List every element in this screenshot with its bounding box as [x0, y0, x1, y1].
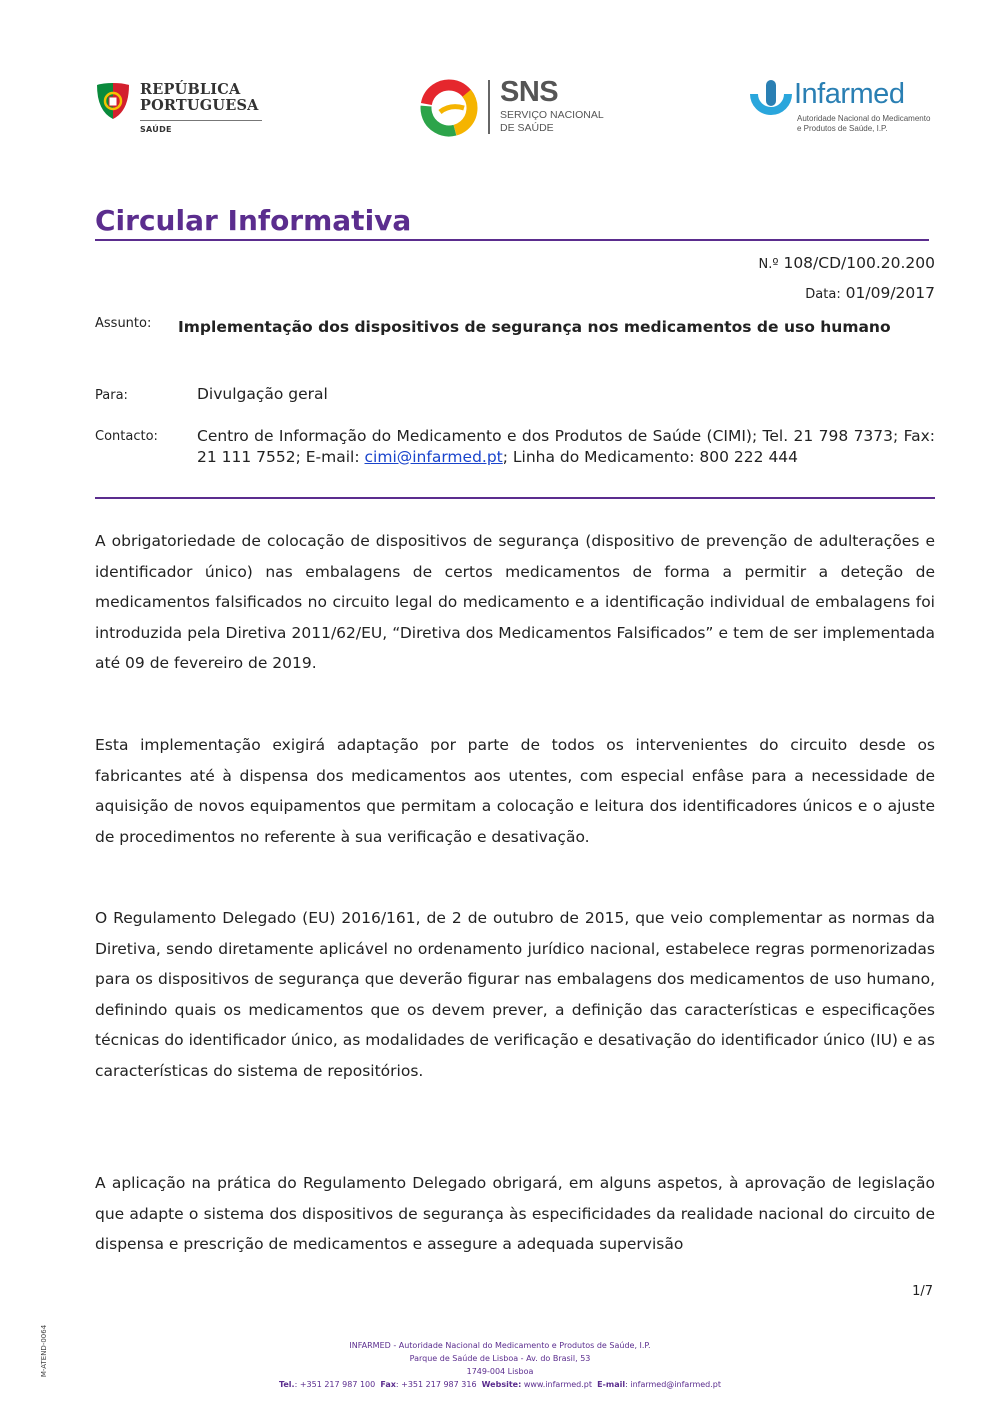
- contact-email-link[interactable]: cimi@infarmed.pt: [364, 447, 503, 466]
- sns-acronym: SNS: [500, 76, 559, 108]
- to-label: Para:: [95, 388, 128, 403]
- footer-web-label: Website:: [481, 1380, 522, 1389]
- contact-text-part2: ; Linha do Medicamento: 800 222 444: [502, 447, 799, 466]
- logo-republica-line1: REPÚBLICA: [140, 81, 241, 98]
- footer-email-label: E-mail: [597, 1380, 626, 1389]
- page-number: 1/7: [912, 1284, 933, 1299]
- document-date: [805, 284, 935, 302]
- form-code: M-ATEND-0064: [40, 1324, 49, 1378]
- reference-number: [759, 254, 935, 272]
- logo-republica-sub: SAÚDE: [140, 125, 172, 134]
- body-paragraph-4: A aplicação na prática do Regulamento Delegado obrigará, em alguns aspetos, à aprovação de legislação que adapte o sistema dos dispositivos de segurança às especificidades da realidade nacional do circuito de dispensa e prescrição de medicamentos e assegure a adequada supervisão: [95, 1174, 935, 1253]
- infarmed-logo: [750, 80, 930, 140]
- sns-ring-icon: [420, 78, 480, 138]
- contact-text-part1: Centro de Informação do Medicamento e dos Produtos de Saúde (CIMI); Tel. 21 798 7373; Fax: 21 111 7552; E-mail:: [197, 427, 935, 466]
- to-value: Divulgação geral: [197, 385, 328, 403]
- footer-line-3: 1749-004 Lisboa: [466, 1367, 534, 1376]
- footer-line-2: Parque de Saúde de Lisboa - Av. do Brasil, 53: [409, 1354, 591, 1363]
- footer-website[interactable]: www.infarmed.pt: [521, 1380, 592, 1389]
- contact-text: [197, 426, 935, 467]
- header-divider: [95, 497, 935, 499]
- republica-portuguesa-logo: [95, 78, 275, 138]
- date-label: Data:: [805, 287, 841, 302]
- infarmed-tag-line1: Autoridade Nacional do Medicamento: [797, 114, 931, 123]
- title-divider: [95, 239, 929, 241]
- body-paragraph-3: O Regulamento Delegado (EU) 2016/161, de 2 de outubro de 2015, que veio complementar as normas da Diretiva, sendo diretamente aplicável no ordenamento jurídico nacional, estabelece regras pormenorizadas para os dispositivos de segurança que deverão figurar nas embalagens dos medicamentos de uso humano, definindo quais os medicamentos que os devem prever, a definição das características e especificações técnicas do identificador único, as modalidades de verificação e desativação do identificador único (IU) e as características do sistema de repositórios.: [95, 909, 935, 1080]
- infarmed-tag-line2: e Produtos de Saúde, I.P.: [797, 124, 888, 133]
- infarmed-wordmark: Infarmed: [794, 78, 905, 110]
- logo-republica-line2: PORTUGUESA: [140, 97, 259, 114]
- sns-logo: [420, 78, 620, 138]
- subject-text: Implementação dos dispositivos de segurança nos medicamentos de uso humano: [178, 318, 891, 336]
- footer-fax-label: Fax: [380, 1380, 396, 1389]
- body-paragraph-2: Esta implementação exigirá adaptação por parte de todos os intervenientes do circuito desde os fabricantes até à dispensa dos medicamentos aos utentes, com especial enfâse para a necessidade de aquisição de novos equipamentos que permitam a colocação e leitura dos identificadores únicos e o ajuste de procedimentos no referente à sua verificação e desativação.: [95, 736, 935, 846]
- footer-tel: : +351 217 987 100: [294, 1380, 376, 1389]
- logo-divider: [140, 120, 262, 121]
- contact-label: Contacto:: [95, 429, 158, 444]
- date-value: 01/09/2017: [845, 284, 935, 302]
- sns-line1: SERVIÇO NACIONAL: [500, 109, 604, 121]
- document-title: Circular Informativa: [95, 204, 412, 237]
- reference-value: 108/CD/100.20.200: [783, 254, 935, 272]
- sns-separator: [488, 80, 490, 134]
- footer-line-1: INFARMED - Autoridade Nacional do Medicamento e Produtos de Saúde, I.P.: [349, 1341, 651, 1350]
- footer-contacts: [200, 1378, 800, 1391]
- subject-label: Assunto:: [95, 316, 152, 331]
- body-paragraph-1: A obrigatoriedade de colocação de dispositivos de segurança (dispositivo de prevenção de adulterações e identificador único) nas embalagens de certos medicamentos de forma a permitir a deteção de medicamentos falsificados no circuito legal do medicamento e a identificação individual de embalagens foi introduzida pela Diretiva 2011/62/EU, “Diretiva dos Medicamentos Falsificados” e tem de ser implementada até 09 de fevereiro de 2019.: [95, 532, 935, 672]
- footer-email[interactable]: : infarmed@infarmed.pt: [625, 1380, 722, 1389]
- sns-line2: DE SAÚDE: [500, 121, 554, 134]
- footer-tel-label: Tel.: [278, 1380, 295, 1389]
- infarmed-drop-icon: [750, 80, 792, 124]
- reference-label: N.º: [758, 257, 779, 272]
- footer-fax: : +351 217 987 316: [395, 1380, 477, 1389]
- portugal-emblem-icon: [95, 81, 131, 121]
